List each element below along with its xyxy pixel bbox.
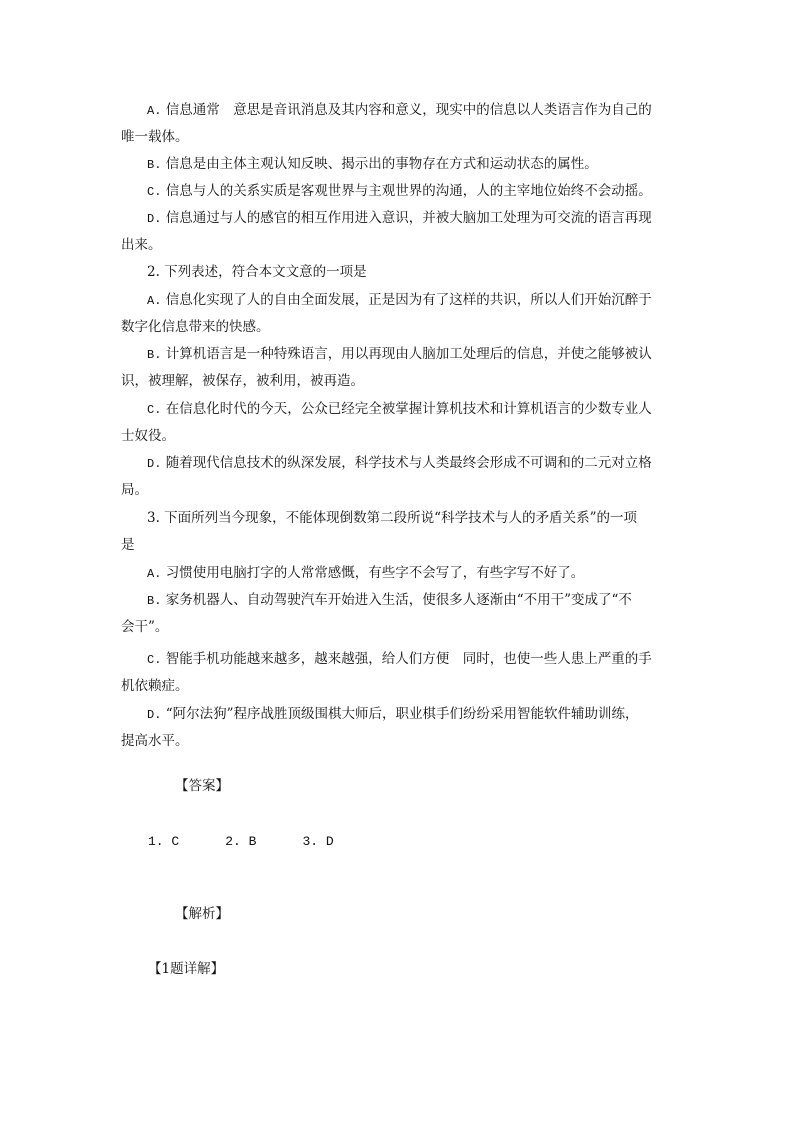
answer-2: 2. B [225, 834, 257, 849]
q1-option-b: B. 信息是由主体主观认知反映、揭示出的事物存在方式和运动状态的属性。 [147, 156, 598, 172]
q1-option-d-line2: 出来。 [121, 237, 162, 253]
q1-option-c: C. 信息与人的关系实质是客观世界与主观世界的沟通，人的主宰地位始终不会动摇。 [147, 183, 652, 199]
q1-option-a-line2: 唯一载体。 [121, 129, 189, 145]
detail-heading: 【1题详解】 [148, 961, 225, 977]
answer-heading: 【答案】 [175, 778, 229, 794]
q3-stem-line2: 是 [121, 537, 135, 553]
q2-option-c-line2: 士奴役。 [121, 428, 175, 444]
q2-option-c-line1: C. 在信息化时代的今天，公众已经完全被掌握计算机技术和计算机语言的少数专业人 [147, 401, 652, 417]
q1-option-d-line1: D. 信息通过与人的感官的相互作用进入意识，并被大脑加工处理为可交流的语言再现 [147, 210, 652, 226]
analysis-heading: 【解析】 [175, 906, 229, 922]
answer-list [148, 830, 380, 854]
q1-option-a-line1: A. 信息通常 意思是音讯消息及其内容和意义，现实中的信息以人类语言作为自己的 [147, 102, 652, 118]
q3-option-d-line1: D. “阿尔法狗”程序战胜顶级围棋大师后，职业棋手们纷纷采用智能软件辅助训练， [147, 706, 639, 722]
q2-option-d-line1: D. 随着现代信息技术的纵深发展，科学技术与人类最终会形成不可调和的二元对立格 [147, 455, 652, 471]
q3-option-b-line1: B. 家务机器人、自动驾驶汽车开始进入生活，使很多人逐渐由“不用干”变成了“不 [147, 592, 632, 608]
q2-option-b-line1: B. 计算机语言是一种特殊语言，用以再现由人脑加工处理后的信息，并使之能够被认 [147, 346, 652, 362]
answer-3: 3. D [302, 834, 334, 849]
q3-option-c-line1: C. 智能手机功能越来越多，越来越强，给人们方便 同时，也使一些人患上严重的手 [147, 651, 652, 667]
q3-option-d-line2: 提高水平。 [121, 733, 189, 749]
q2-option-a-line2: 数字化信息带来的快感。 [121, 319, 270, 335]
q2-option-d-line2: 局。 [121, 482, 148, 498]
q3-option-b-line2: 会干”。 [121, 619, 169, 635]
q2-option-b-line2: 识，被理解，被保存，被利用，被再造。 [121, 373, 364, 389]
q3-option-c-line2: 机依赖症。 [121, 678, 189, 694]
q3-stem-line1: 3. 下面所列当今现象，不能体现倒数第二段所说“科学技术与人的矛盾关系”的一项 [147, 510, 637, 526]
answer-1: 1. C [148, 834, 180, 849]
q2-stem: 2. 下列表述，符合本文文意的一项是 [147, 264, 367, 280]
q3-option-a: A. 习惯使用电脑打字的人常常感慨，有些字不会写了，有些字写不好了。 [147, 565, 585, 581]
q2-option-a-line1: A. 信息化实现了人的自由全面发展，正是因为有了这样的共识，所以人们开始沉醉于 [147, 292, 652, 308]
